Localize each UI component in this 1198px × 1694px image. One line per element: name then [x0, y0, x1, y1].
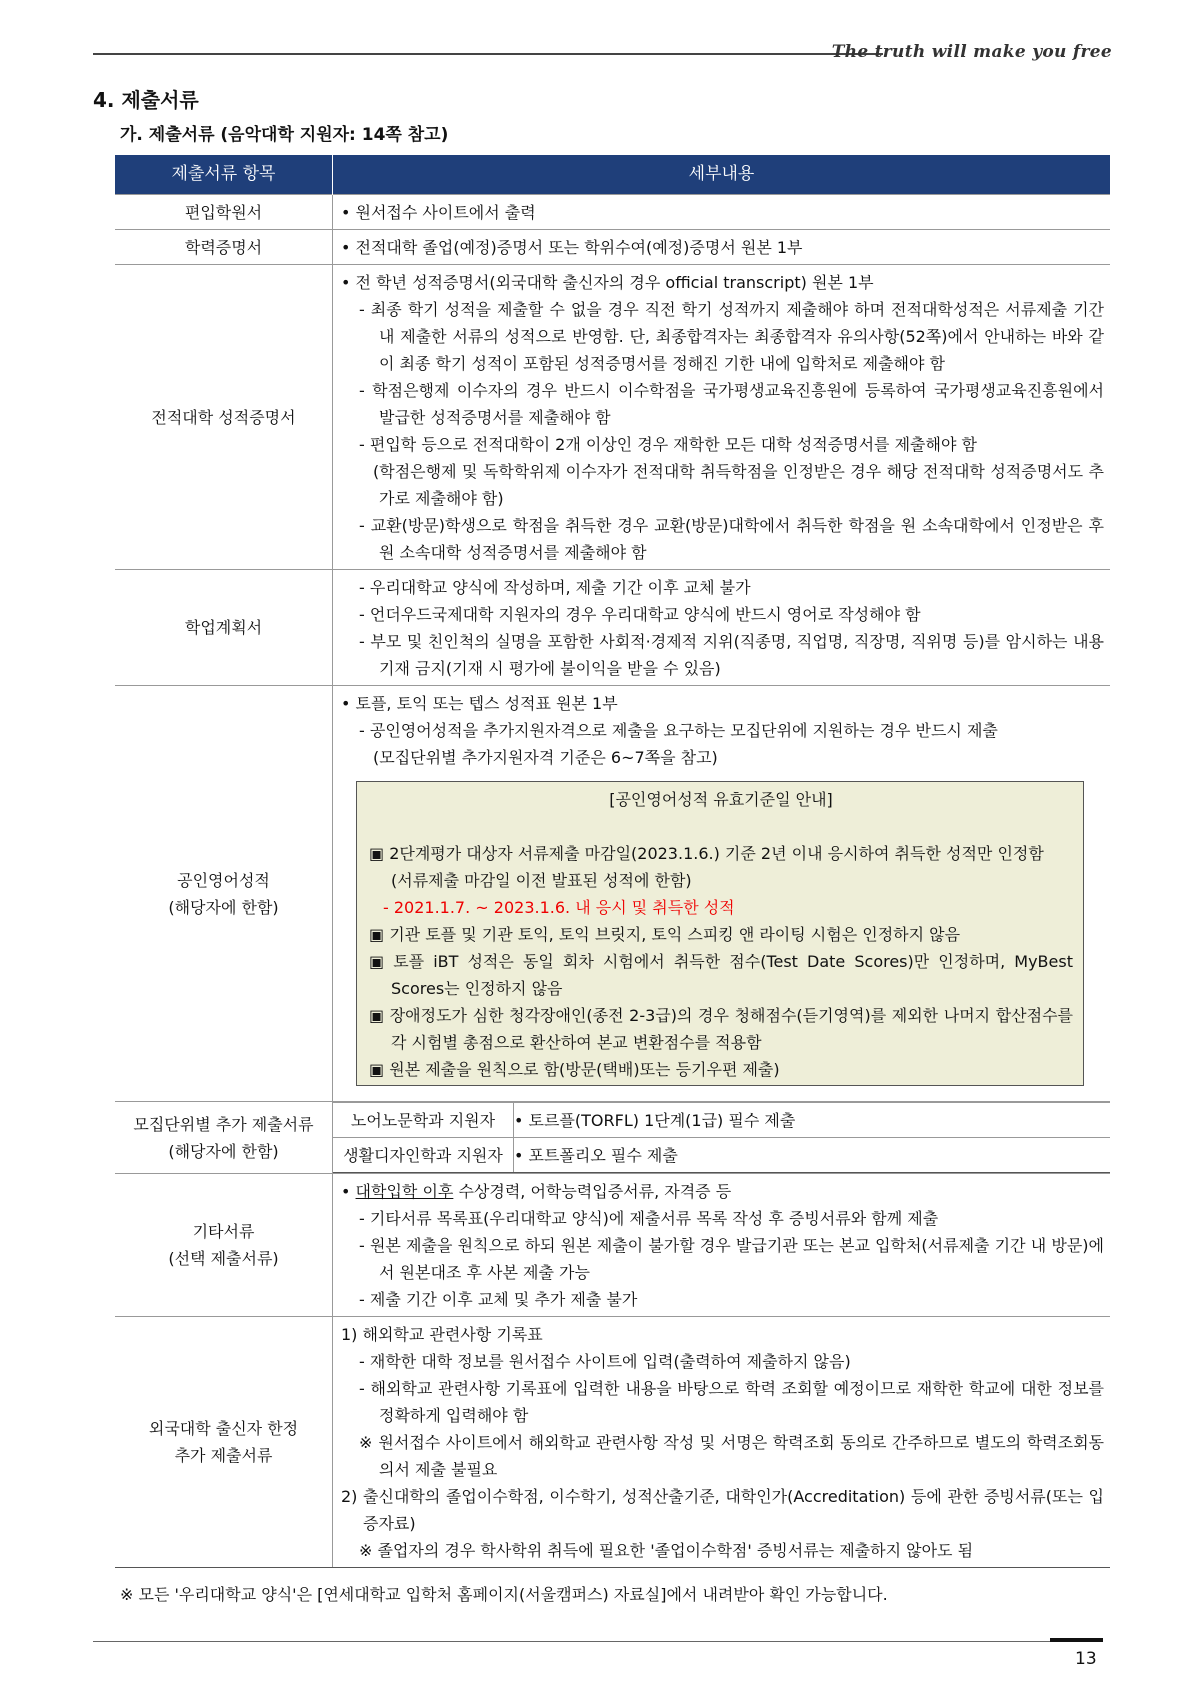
dept-requirement: • 토르플(TORFL) 1단계(1급) 필수 제출 — [514, 1103, 1111, 1138]
detail-line: - 공인영어성적을 추가지원자격으로 제출을 요구하는 모집단위에 지원하는 경우 반드시 제출 — [359, 721, 998, 740]
table-header-row — [115, 155, 1110, 195]
detail-line: - 최종 학기 성적을 제출할 수 없을 경우 직전 학기 성적까지 제출해야 하며 전적대학성적은 서류제출 기간 내 제출한 서류의 성적으로 반영함. 단, 최종합격자는 최종합격자 유의사항(52쪽)에서 안내하는 바와 같이 최종 학기 성적이 포함된 성적증명서를 정해진 기한 내에 입학처로 제출해야 함 — [359, 300, 1104, 373]
detail-line: • 전 학년 성적증명서(외국대학 출신자의 경우 official transcript) 원본 1부 — [341, 273, 874, 292]
dept-label: 노어노문학과 지원자 — [333, 1103, 514, 1138]
row-label — [115, 1174, 333, 1317]
table-row — [115, 1317, 1110, 1568]
detail-line: - 편입학 등으로 전적대학이 2개 이상인 경우 재학한 모든 대학 성적증명서를 제출해야 함 — [359, 435, 977, 454]
row-label-line: 추가 제출서류 — [174, 1446, 273, 1465]
detail-line: (학점은행제 및 독학학위제 이수자가 전적대학 취득학점을 인정받은 경우 해당 전적대학 성적증명서도 추가로 제출해야 함) — [373, 462, 1104, 508]
row-label: 편입학원서 — [115, 195, 333, 230]
col-detail-header: 세부내용 — [333, 155, 1111, 195]
row-label — [115, 1317, 333, 1568]
subtable-row — [333, 1103, 1110, 1138]
detail-line: • 토플, 토익 또는 텝스 성적표 원본 1부 — [341, 694, 618, 713]
detail-line: - 원본 제출을 원칙으로 하되 원본 제출이 불가할 경우 발급기관 또는 본교 입학처(서류제출 기간 내 방문)에서 원본대조 후 사본 제출 가능 — [359, 1236, 1104, 1282]
row-detail — [333, 570, 1111, 686]
box-item: ▣ 원본 제출을 원칙으로 함(방문(택배)또는 등기우편 제출) — [369, 1060, 780, 1079]
footer-page-bar — [1050, 1638, 1103, 1642]
detail-line: 1) 해외학교 관련사항 기록표 — [341, 1325, 543, 1344]
table-row — [115, 265, 1110, 570]
footnote: ※ 모든 '우리대학교 양식'은 [연세대학교 입학처 홈페이지(서울캠퍼스) 자료실]에서 내려받아 확인 가능합니다. — [120, 1585, 888, 1604]
english-score-validity-box — [356, 781, 1084, 1086]
detail-line: - 학점은행제 이수자의 경우 반드시 이수학점을 국가평생교육진흥원에 등록하여 국가평생교육진흥원에서 발급한 성적증명서를 제출해야 함 — [359, 381, 1104, 427]
row-label-line: (선택 제출서류) — [168, 1249, 279, 1268]
col-item-header: 제출서류 항목 — [115, 155, 333, 195]
box-item: ▣ 토플 iBT 성적은 동일 회차 시험에서 취득한 점수(Test Date Scores)만 인정하며, MyBest Scores는 인정하지 않음 — [369, 952, 1073, 998]
box-item: ▣ 장애정도가 심한 청각장애인(종전 2-3급)의 경우 청해점수(듣기영역)를 제외한 나머지 합산점수를 각 시험별 총점으로 환산하여 본교 변환점수를 적용함 — [369, 1006, 1073, 1052]
footer-rule — [93, 1641, 1103, 1642]
detail-line: - 해외학교 관련사항 기록표에 입력한 내용을 바탕으로 학력 조회할 예정이므로 재학한 학교에 대한 정보를 정확하게 입력해야 함 — [359, 1379, 1104, 1425]
box-highlight-period: - 2021.1.7. ~ 2023.1.6. 내 응시 및 취득한 성적 — [383, 898, 735, 917]
row-detail — [333, 1174, 1111, 1317]
detail-line: ※ 원서접수 사이트에서 해외학교 관련사항 작성 및 서명은 학력조회 동의로 간주하므로 별도의 학력조회동의서 제출 불필요 — [359, 1433, 1104, 1479]
box-item: ▣ 2단계평가 대상자 서류제출 마감일(2023.1.6.) 기준 2년 이내 응시하여 취득한 성적만 인정함 — [369, 844, 1044, 863]
row-label: 전적대학 성적증명서 — [115, 265, 333, 570]
subtable-row — [333, 1138, 1110, 1173]
detail-line: - 재학한 대학 정보를 원서접수 사이트에 입력(출력하여 제출하지 않음) — [359, 1352, 851, 1371]
row-detail — [333, 1317, 1111, 1568]
table-row — [115, 1102, 1110, 1174]
row-label — [115, 1102, 333, 1174]
detail-line: - 제출 기간 이후 교체 및 추가 제출 불가 — [359, 1290, 638, 1309]
header-motto: The truth will make you free — [831, 42, 1112, 62]
page-number: 13 — [1075, 1649, 1097, 1669]
dept-label: 생활디자인학과 지원자 — [333, 1138, 514, 1173]
table-row — [115, 1174, 1110, 1317]
row-detail — [333, 686, 1111, 1102]
documents-table — [115, 155, 1110, 1568]
row-label-line: (해당자에 한함) — [168, 1141, 279, 1161]
detail-line: - 교환(방문)학생으로 학점을 취득한 경우 교환(방문)대학에서 취득한 학점을 원 소속대학에서 인정받은 후 원 소속대학 성적증명서를 제출해야 함 — [359, 516, 1104, 562]
dept-subtable — [333, 1102, 1110, 1173]
detail-line: - 언더우드국제대학 지원자의 경우 우리대학교 양식에 반드시 영어로 작성해야 함 — [359, 605, 921, 624]
detail-line: - 기타서류 목록표(우리대학교 양식)에 제출서류 목록 작성 후 증빙서류와 함께 제출 — [359, 1209, 939, 1228]
header-rule — [93, 53, 883, 55]
detail-line: 2) 출신대학의 졸업이수학점, 이수학기, 성적산출기준, 대학인가(Accreditation) 등에 관한 증빙서류(또는 입증자료) — [341, 1487, 1104, 1533]
detail-line: • 전적대학 졸업(예정)증명서 또는 학위수여(예정)증명서 원본 1부 — [341, 238, 803, 257]
row-detail — [333, 1102, 1111, 1174]
box-subitem: (서류제출 마감일 이전 발표된 성적에 한함) — [391, 871, 692, 890]
dept-requirement: • 포트폴리오 필수 제출 — [514, 1138, 1111, 1173]
detail-line: - 부모 및 친인척의 실명을 포함한 사회적·경제적 지위(직종명, 직업명, 직장명, 직위명 등)를 암시하는 내용 기재 금지(기재 시 평가에 불이익을 받을 수 있음) — [359, 632, 1104, 678]
detail-line: (모집단위별 추가지원자격 기준은 6~7쪽을 참고) — [373, 748, 718, 767]
bullet: • — [341, 1182, 356, 1201]
row-detail — [333, 230, 1111, 265]
row-label-line: (해당자에 한함) — [168, 897, 279, 917]
detail-line: ※ 졸업자의 경우 학사학위 취득에 필요한 '졸업이수학점' 증빙서류는 제출하지 않아도 됨 — [359, 1541, 974, 1560]
text: 수상경력, 어학능력입증서류, 자격증 등 — [453, 1182, 732, 1201]
detail-line — [341, 1178, 1104, 1205]
row-label-line: 공인영어성적 — [177, 870, 270, 890]
row-detail — [333, 195, 1111, 230]
row-label — [115, 686, 333, 1102]
detail-line: • 원서접수 사이트에서 출력 — [341, 203, 536, 222]
row-label: 학업계획서 — [115, 570, 333, 686]
detail-line: - 우리대학교 양식에 작성하며, 제출 기간 이후 교체 불가 — [359, 578, 751, 597]
row-detail — [333, 265, 1111, 570]
table-row — [115, 686, 1110, 1102]
section-subtitle: 가. 제출서류 (음악대학 지원자: 14쪽 참고) — [120, 125, 449, 145]
row-label-line: 기타서류 — [192, 1222, 255, 1241]
table-row — [115, 570, 1110, 686]
box-item: ▣ 기관 토플 및 기관 토익, 토익 브릿지, 토익 스피킹 앤 라이팅 시험은 인정하지 않음 — [369, 925, 961, 944]
row-label-line: 모집단위별 추가 제출서류 — [133, 1114, 314, 1134]
table-row — [115, 230, 1110, 265]
underlined-text: 대학입학 이후 — [355, 1182, 454, 1201]
box-title: [공인영어성적 유효기준일 안내] — [609, 790, 833, 809]
row-label-line: 외국대학 출신자 한정 — [148, 1419, 299, 1438]
table-row — [115, 195, 1110, 230]
row-label: 학력증명서 — [115, 230, 333, 265]
section-title: 4. 제출서류 — [93, 88, 199, 112]
